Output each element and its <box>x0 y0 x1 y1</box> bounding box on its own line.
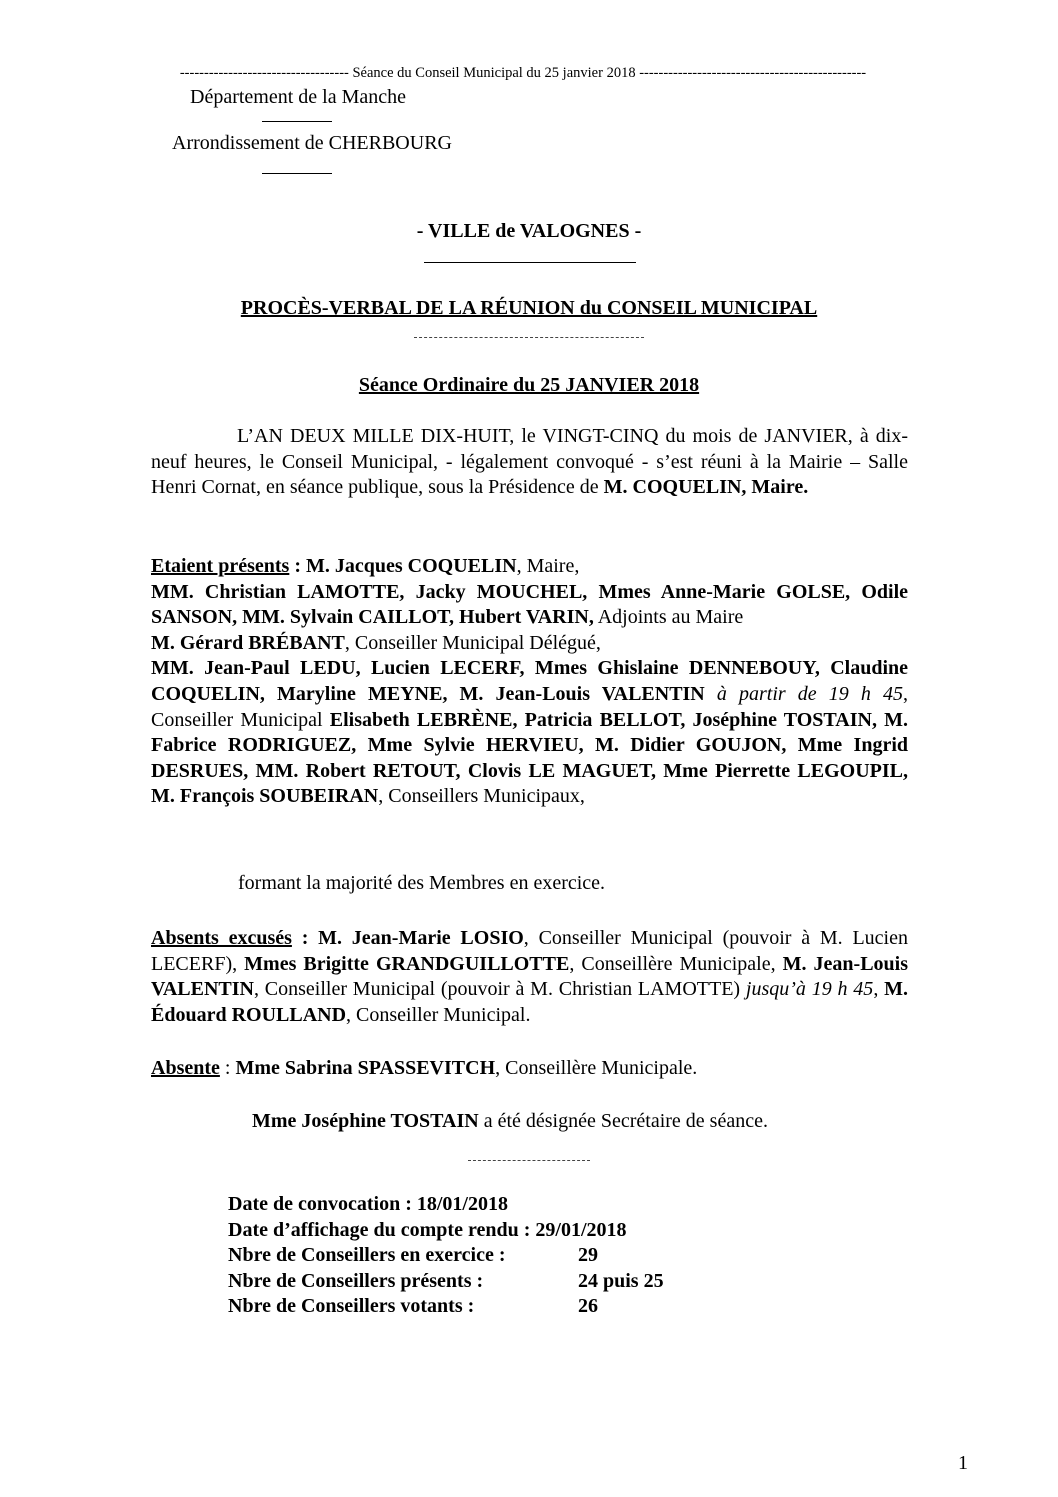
excuse-name: M. Édouard ROULLAND <box>151 978 909 1026</box>
secretary-name: Mme Joséphine TOSTAIN <box>252 1110 479 1132</box>
absente-sep: : <box>219 1057 236 1079</box>
stat-value: 24 puis 25 <box>578 1269 664 1292</box>
presents-text: , Conseiller Municipal <box>151 682 908 731</box>
stat-label: Date de convocation : 18/01/2018 <box>228 1193 508 1215</box>
presents-conseillers-cont: Elisabeth LEBRÈNE, Patricia BELLOT, Joséphine TOSTAIN, M. Fabrice RODRIGUEZ, Mme Sylvie HERVIEU, M. Didier GOUJON, Mme Ingrid DESRUES, MM. Robert RETOUT, Clovis LE MAGUET, Mme Pierrette LEGOUPIL, M. François SOUBEIRAN <box>151 708 908 808</box>
absente-paragraph <box>151 1056 908 1082</box>
excuses-paragraph: Absents excusés : M. Jean-Marie LOSIO, Conseiller Municipal (pouvoir à M. Lucien LECERF), Mmes Brigitte GRANDGUILLOTTE, Conseillère Municipale, M. Jean-Louis VALENTIN, Conseiller Municipal (pouvoir à M. Christian LAMOTTE) jusqu’à 19 h 45, M. Édouard ROULLAND, Conseiller Municipal. <box>151 927 909 1026</box>
presents-text: , Conseiller Municipal Délégué, <box>344 631 601 654</box>
excuses-label: Absents excusés <box>151 927 292 949</box>
presents-text: , Maire, <box>516 555 580 577</box>
absente-name: Mme Sabrina SPASSEVITCH <box>235 1057 496 1079</box>
stat-row <box>228 1294 664 1320</box>
dotted-divider <box>468 1160 590 1161</box>
presents-conseillers: MM. Jean-Paul LEDU, Lucien LECERF, Mmes Ghislaine DENNEBOUY, Claudine COQUELIN, Maryline MEYNE, M. Jean-Louis VALENTIN <box>151 657 908 705</box>
divider <box>262 173 332 174</box>
session-title: Séance Ordinaire du 25 JANVIER 2018 <box>358 374 700 396</box>
presents-adjoints: MM. Christian LAMOTTE, Jacky MOUCHEL, Mmes Anne-Marie GOLSE, Odile SANSON, MM. Sylvain CAILLOT, Hubert VARIN, <box>151 580 908 629</box>
page-number: 1 <box>958 1452 968 1474</box>
stat-label: Date d’affichage du compte rendu : 29/01/2018 <box>228 1218 627 1241</box>
secretary-line <box>252 1110 768 1133</box>
excuses-text: , Conseillère Municipale, <box>569 952 783 975</box>
presents-text: , Conseillers Municipaux, <box>378 785 585 808</box>
excuses-text: , Conseiller Municipal. <box>346 1003 531 1026</box>
excuses-text: , Conseiller Municipal (pouvoir à M. Christian LAMOTTE) <box>254 978 741 1001</box>
excuse-name: M. Jean-Louis VALENTIN <box>151 952 909 1001</box>
town-title: - VILLE de VALOGNES - <box>416 220 642 242</box>
stat-value: 29 <box>578 1244 598 1266</box>
stat-value: 26 <box>578 1295 598 1317</box>
excuse-name: M. Jean-Marie LOSIO <box>318 927 524 949</box>
stat-label: Nbre de Conseillers en exercice : <box>228 1244 506 1266</box>
department-label: Département de la Manche <box>190 86 407 108</box>
stat-row <box>228 1243 664 1269</box>
divider <box>262 121 332 122</box>
secretary-text: a été désignée Secrétaire de séance. <box>478 1110 768 1132</box>
absente-text: , Conseillère Municipale. <box>495 1057 698 1079</box>
stat-label: Nbre de Conseillers présents : <box>228 1269 484 1292</box>
stat-row <box>228 1218 664 1244</box>
president-name: M. COQUELIN, Maire. <box>603 476 809 499</box>
majority-line: formant la majorité des Membres en exercice. <box>238 872 606 894</box>
excuses-time-note: jusqu’à 19 h 45 <box>740 978 874 1001</box>
presents-label: Etaient présents <box>151 555 290 577</box>
presents-mayor: M. Jacques COQUELIN <box>306 555 517 577</box>
stat-row <box>228 1269 664 1295</box>
presents-text: Adjoints au Maire <box>593 606 744 629</box>
running-header: ----------------------------------- Séance du Conseil Municipal du 25 janvier 2018 ----------------------------------------------- <box>179 65 867 81</box>
presents-delegue: M. Gérard BRÉBANT <box>151 631 345 654</box>
intro-text: L’AN DEUX MILLE DIX-HUIT, le VINGT-CINQ du mois de JANVIER, à dix-neuf heures, le Conseil Municipal, - légalement convoqué - s’est réuni à la Mairie – Salle Henri Cornat, en séance publique, sous la Présidence de <box>151 425 908 499</box>
stat-row <box>228 1192 664 1218</box>
presents-time-note: à partir de 19 h 45 <box>704 682 903 705</box>
dotted-divider <box>414 337 644 338</box>
excuse-name: Mmes Brigitte GRANDGUILLOTTE <box>244 952 570 975</box>
intro-paragraph <box>151 424 908 501</box>
document-title: PROCÈS-VERBAL DE LA RÉUNION du CONSEIL MUNICIPAL <box>240 297 818 319</box>
stats-block <box>228 1192 664 1320</box>
arrondissement-label: Arrondissement de CHERBOURG <box>172 132 452 154</box>
presents-paragraph: Etaient présents : M. Jacques COQUELIN, Maire, MM. Christian LAMOTTE, Jacky MOUCHEL, Mmes Anne-Marie GOLSE, Odile SANSON, MM. Sylvain CAILLOT, Hubert VARIN, Adjoints au Maire M. Gérard BRÉBANT, Conseiller Municipal Délégué, MM. Jean-Paul LEDU, Lucien LECERF, Mmes Ghislaine DENNEBOUY, Claudine COQUELIN, Maryline MEYNE, M. Jean-Louis VALENTIN à partir de 19 h 45, Conseiller Municipal Elisabeth LEBRÈNE, Patricia BELLOT, Joséphine TOSTAIN, M. Fabrice RODRIGUEZ, Mme Sylvie HERVIEU, M. Didier GOUJON, Mme Ingrid DESRUES, MM. Robert RETOUT, Clovis LE MAGUET, Mme Pierrette LEGOUPIL, M. François SOUBEIRAN, Conseillers Municipaux, <box>151 555 908 808</box>
stat-label: Nbre de Conseillers votants : <box>228 1295 475 1317</box>
excuses-text: , Conseiller Municipal (pouvoir à M. Lucien LECERF), <box>151 927 908 975</box>
excuses-text: , <box>873 978 885 1001</box>
divider <box>424 262 636 263</box>
absente-label: Absente <box>151 1057 220 1079</box>
